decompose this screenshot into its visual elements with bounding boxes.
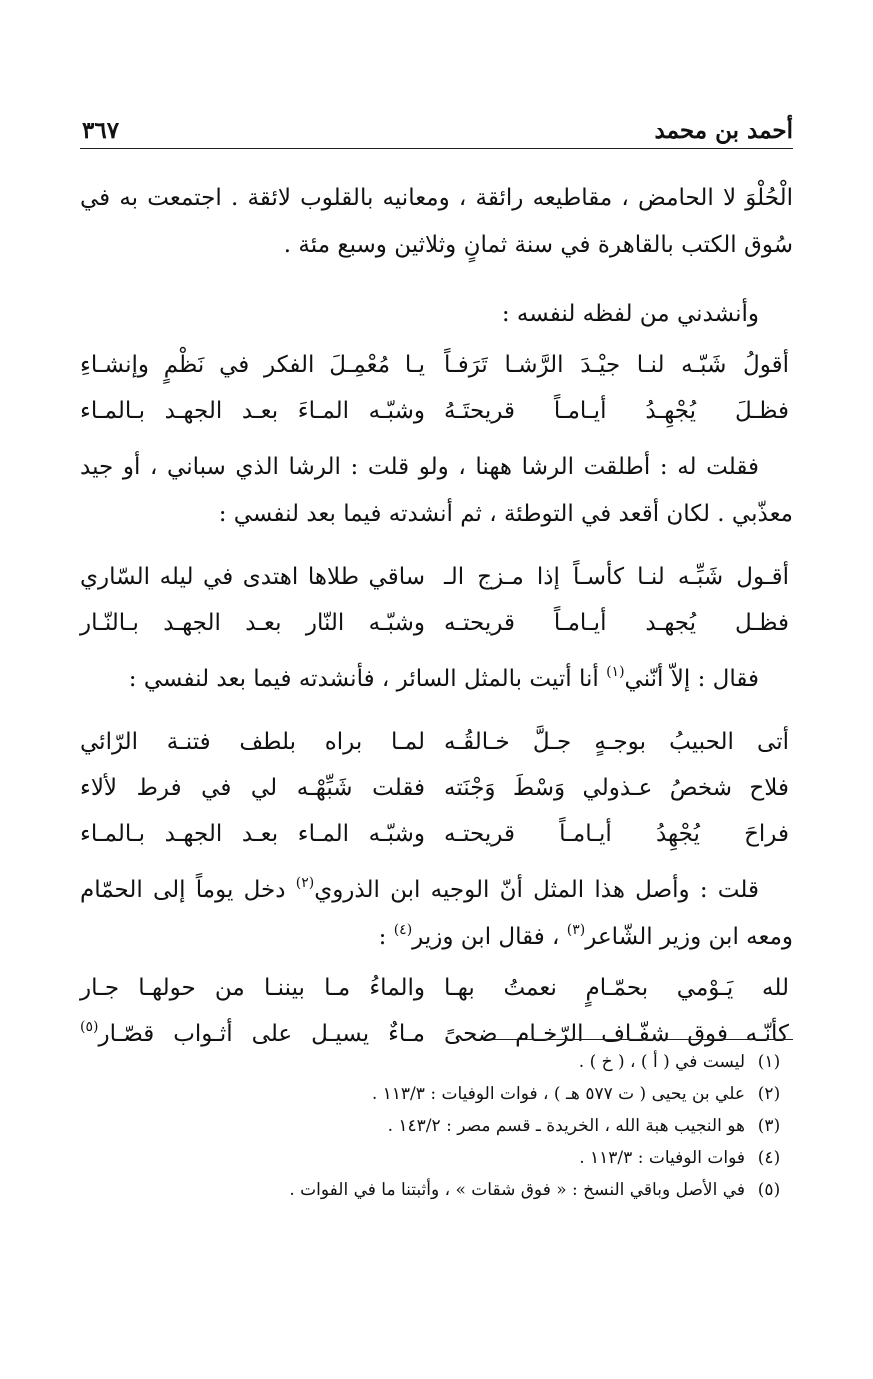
hemistich-second: لمـا براه بلطف فتنـة الرّائي <box>80 729 425 755</box>
hemistich-first: كأنّـه فوق شفّـاف الرّخـام ضحىً <box>444 1021 789 1047</box>
hemistich-second: ساقي طلاها اهتدى في ليله السّاري <box>80 564 425 590</box>
hemistich-text: مـاءٌ يسيـل على أثـواب قصّـار <box>98 1021 425 1047</box>
hemistich-second <box>80 965 425 1011</box>
footnotes <box>80 1046 793 1206</box>
paragraph-origin <box>80 867 793 961</box>
page-header <box>82 104 793 144</box>
verse <box>80 719 793 765</box>
main-text <box>80 175 793 1065</box>
footnote <box>80 1174 793 1206</box>
origin-text-4: : <box>378 924 387 950</box>
reply-text-after: أنا أتيت بالمثل السائر ، فأنشدته فيما بعد لنفسي : <box>128 666 599 692</box>
footnote-text: فوات الوفيات : ١١٣/٣ . <box>579 1148 745 1168</box>
reply-text-before: فقال : إلاّ أنّني <box>624 666 759 692</box>
verse <box>80 388 793 434</box>
footnote-rule <box>493 1039 793 1040</box>
paragraph-reply <box>80 656 793 703</box>
footnote-ref-1: (١) <box>606 664 625 680</box>
hemistich-first: فظـل يُجهـد أيـامـاً قريحتـه <box>444 610 789 636</box>
running-title: أحمد بن محمد <box>654 117 793 144</box>
verse <box>80 554 793 600</box>
poem-1 <box>80 342 793 434</box>
page-number: ٣٦٧ <box>82 117 120 144</box>
footnote-text: علي بن يحيى ( ت ٥٧٧ هـ ) ، فوات الوفيات : ١١٣/٣ . <box>371 1084 745 1104</box>
hemistich-first: لله يَـوْمي بحمّـامٍ نعمتُ بهـا <box>444 975 789 1001</box>
paragraph-recital: وأنشدني من لفظه لنفسه : <box>501 301 759 327</box>
paragraph-comment: فقلت له : أطلقت الرشا ههنا ، ولو قلت : الرشا الذي سباني ، أو جيد معذّبي . لكان أقعد في التوطئة ، ثم أنشدته فيما بعد لنفسي : <box>80 454 793 527</box>
hemistich-second: يـا مُعْمِـلَ الفكر في نَظْمٍ وإنشـاءِ <box>80 352 425 378</box>
footnote-ref-3: (٣) <box>566 922 586 938</box>
footnote-text: ليست في ( أ ) ، ( خ ) . <box>578 1052 745 1072</box>
hemistich-first: أقـول شَبِّـه لنـا كأسـاً إذا مـزج الـ <box>444 564 789 590</box>
footnote-ref-4: (٤) <box>393 922 413 938</box>
poem-4 <box>80 965 793 1057</box>
hemistich-text: والماءُ مـا بيننـا من حولهـا جـار <box>80 975 425 1001</box>
footnote-number: (١) <box>757 1052 781 1072</box>
footnote-number: (٤) <box>757 1148 781 1168</box>
footnote <box>80 1078 793 1110</box>
footnote <box>80 1046 793 1078</box>
hemistich-first: فراحَ يُجْهِدُ أيـامـاً قريحتـه <box>444 821 789 847</box>
hemistich-first: أقولُ شَبّـه لنـا جيْـدَ الرَّشـا تَرَفـاً <box>444 352 789 378</box>
footnote-number: (٢) <box>757 1084 781 1104</box>
hemistich-second: وشبّـه النّار بعـد الجهـد بـالنّـار <box>80 610 425 636</box>
verse <box>80 965 793 1011</box>
footnote-number: (٣) <box>757 1116 781 1136</box>
footnote-text: هو النجيب هبة الله ، الخريدة ـ قسم مصر : ١٤٣/٢ . <box>387 1116 745 1136</box>
origin-text-1: قلت : وأصل هذا المثل أنّ الوجيه ابن الذروي <box>314 877 759 903</box>
footnote <box>80 1110 793 1142</box>
hemistich-first: أتى الحبيبُ بوجـهٍ جـلَّ خـالقُـه <box>444 729 789 755</box>
verse <box>80 600 793 646</box>
verse <box>80 811 793 857</box>
footnote <box>80 1142 793 1174</box>
origin-text-3: ، فقال ابن وزير <box>412 924 560 950</box>
footnote-text: في الأصل وباقي النسخ : « فوق شقات » ، وأثبتنا ما في الفوات . <box>289 1180 745 1200</box>
paragraph-intro: الْحُلْوَ لا الحامض ، مقاطيعه رائقة ، ومعانيه بالقلوب لائقة . اجتمعت به في سُوق الكتب بالقاهرة في سنة ثمانٍ وثلاثين وسبع مئة . <box>80 185 793 258</box>
footnote-ref-2: (٢) <box>295 875 315 891</box>
verse <box>80 765 793 811</box>
verse <box>80 342 793 388</box>
hemistich-first: فظـلَ يُجْهِـدُ أيـامـاً قريحتَـهُ <box>444 398 789 424</box>
poem-3 <box>80 719 793 857</box>
poem-2 <box>80 554 793 646</box>
origin-text-2: دخل يوماً إلى الحمّام ومعه ابن وزير الشّاعر <box>80 877 793 950</box>
hemistich-second: وشبّـه المـاءَ بعـد الجهـد بـالمـاء <box>80 398 425 424</box>
header-rule <box>80 148 793 149</box>
hemistich-second: وشبّـه المـاء بعـد الجهـد بـالمـاء <box>80 821 425 847</box>
hemistich-second: فقلت شَبِّهْـه لي في فرط لألاء <box>80 775 425 801</box>
footnote-number: (٥) <box>757 1180 781 1200</box>
hemistich-first: فلاح شخصُ عـذولي وَسْطَ وَجْنَته <box>444 775 789 801</box>
footnote-ref-5: (٥) <box>80 1019 99 1035</box>
